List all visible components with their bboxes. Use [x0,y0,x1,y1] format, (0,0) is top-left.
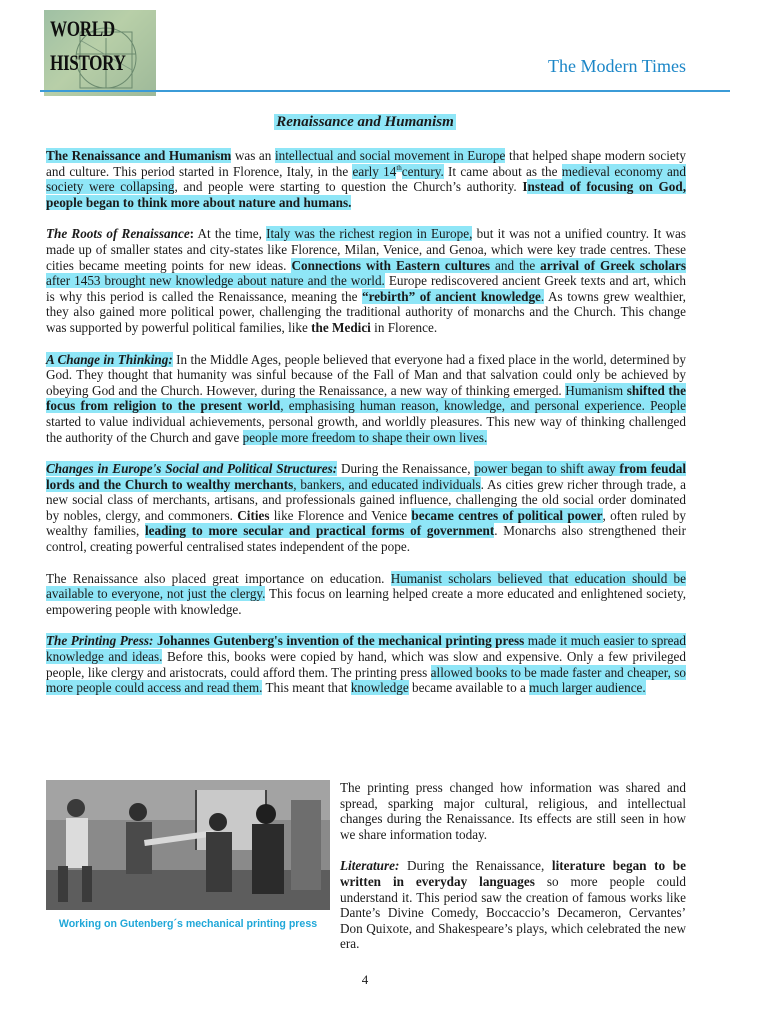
printing-press-image-icon [46,780,330,910]
text-segment: but it was not a unified country. It was made up of smaller states and city-states like Florence, Milan, Venice, and Genoa, which were key trade centres. These cities became meeting points for new ideas. [46,226,686,273]
text-segment: early 14 [352,163,397,179]
text-segment: the Medici [311,319,371,335]
text-segment: became available to a [408,680,530,696]
printing-press-illustration [46,780,330,910]
text-segment: was an [231,148,275,163]
header-title: The Modern Times [547,56,686,76]
text-segment: Cities [237,507,270,523]
text-segment: I [522,179,528,195]
text-segment: literature began to be written in everyday languages [340,858,686,889]
text-segment: Humanism [565,382,627,398]
text-segment: allowed books to be made faster and cheaper, so more people could access and read them. [46,664,687,696]
text-segment: Italy was the richest region in Europe, [266,226,473,242]
right-column [340,780,686,968]
world-history-logo [44,10,156,96]
paragraph-education [46,571,686,618]
text-segment: arrival of Greek scholars [540,257,686,273]
text-segment: , emphasising human reason, knowledge, and personal experience. People [280,398,686,414]
lower-section [46,780,686,970]
text-segment: During the Renaissance, [399,858,552,874]
text-segment: Before this, books were copied by hand, which was slow and expensive. Only a few privileged people, like clergy and aristocrats, could afford them. The printing press [46,649,687,680]
text-segment: The Renaissance and Humanism [46,148,232,163]
text-segment: after 1453 brought new knowledge about nature and the world. [46,273,385,289]
figure-caption: Working on Gutenberg´s mechanical printing press [58,918,318,930]
text-segment: people more freedom to shape their own lives. [242,429,488,445]
main-content [46,148,686,712]
document-title-text: Renaissance and Humanism [276,114,454,130]
text-segment: , and people were starting to question the Church’s authority. [174,179,523,195]
text-segment: : [189,226,195,242]
text-segment: became centres of political power [411,507,603,523]
text-segment: Europe rediscovered ancient Greek texts and art, which is why this period is called the Renaissance, meaning the [46,273,686,304]
text-segment: It came about as the [443,163,562,179]
text-segment: knowledge [350,680,409,696]
text-segment: like Florence and Venice [269,507,412,523]
text-segment: In the Middle Ages, people believed that everyone had a fixed place in the world, determined by God. They thought that humanity was sinful because of the Fall of Man and that salvation could only be achieved by obeying God and the Church. However, during the Renaissance, a new way of thinking emerged. [46,351,686,398]
text-segment: . Monarchs also strengthened their control, creating powerful centralised states independent of the pope. [46,523,686,555]
text-segment: from feudal lords and the Church to wealthy merchants [46,461,686,492]
text-segment: intellectual and social movement in Europe [274,148,506,163]
text-segment: , bankers, and educated individuals [293,476,481,492]
paragraph-press [46,633,686,695]
text-segment: nstead of focusing on God, people began to think more about nature and humans. [46,179,686,210]
text-segment: Changes in Europe's Social and Political Structures: [46,461,338,477]
header-divider [40,90,730,92]
text-segment: Connections with Eastern cultures [291,257,491,273]
paragraph-literature [340,858,686,952]
text-segment: A Change in Thinking: [46,351,173,367]
text-segment: th [396,164,402,173]
logo-word-world: WORLD [50,16,115,41]
text-segment: in Florence. [370,319,438,335]
text-segment: made it much easier to spread knowledge and ideas. [46,633,686,665]
page-number: 4 [361,972,369,987]
text-segment: The Roots of Renaissance [46,226,190,242]
text-segment: Johannes Gutenberg's invention of the mechanical printing press [153,633,525,649]
paragraph-roots [46,226,686,335]
text-segment: century. [401,163,444,179]
text-segment: This meant that [262,680,351,696]
text-segment: that helped shape modern society and culture. This period started in Florence, Italy, in the [46,148,686,179]
text-segment: The Printing Press: [46,633,154,649]
text-segment: This focus on learning helped create a more educated and enlightened society, empowering people with knowledge. [46,586,687,617]
text-segment: medieval economy and society were collapsing [46,163,686,195]
text-segment: Literature: [340,858,400,874]
paragraph-intro [46,148,686,210]
text-segment: much larger audience. [529,680,646,696]
paragraph-thinking [46,352,686,446]
logo-word-history: HISTORY [50,50,126,75]
text-segment: During the Renaissance, [337,461,475,477]
text-segment: shifted the focus from religion to the present world [46,382,686,414]
text-segment: The printing press changed how information was shared and spread, sparking major cultural, religious, and intellectual changes during the Renaissance. Its effects are still seen in how we share information today. [340,780,686,842]
text-segment: As towns grew wealthier, they also gained more political power, challenging the traditional authority of monarchs and the Church. This change was supported by powerful political families, like [46,288,686,335]
text-segment: started to value individual achievements, personal growth, and worldly pleasures. This new way of thinking challenged the authority of the Church and gave [46,413,686,445]
document-title [0,114,730,131]
paragraph-press-effects [340,780,686,842]
text-segment: leading to more secular and practical forms of government [144,523,495,539]
text-segment: Humanist scholars believed that education should be available to everyone, not just the clergy. [46,570,686,602]
text-segment: . As cities grew richer through trade, a new social class of merchants, artisans, and professionals gained influence, challenging the old social order dominated by nobles, clergy, and commoners. [46,476,686,523]
text-segment: power began to shift away [474,461,620,477]
text-segment: and the [490,257,541,273]
text-segment: . [540,288,545,304]
paragraph-structures [46,461,686,555]
text-segment: so more people could understand it. This period saw the creation of famous works like Dante’s Divine Comedy, Boccaccio’s Decameron, Cervantes’ Don Quixote, and Shakespeare’s plays, which celebrated the new era. [340,873,686,952]
text-segment: At the time, [194,226,267,242]
text-segment: The Renaissance also placed great importance on education. [46,570,391,586]
text-segment: , often ruled by wealthy families, [46,507,686,539]
text-segment: “rebirth” of ancient knowledge [361,288,541,304]
